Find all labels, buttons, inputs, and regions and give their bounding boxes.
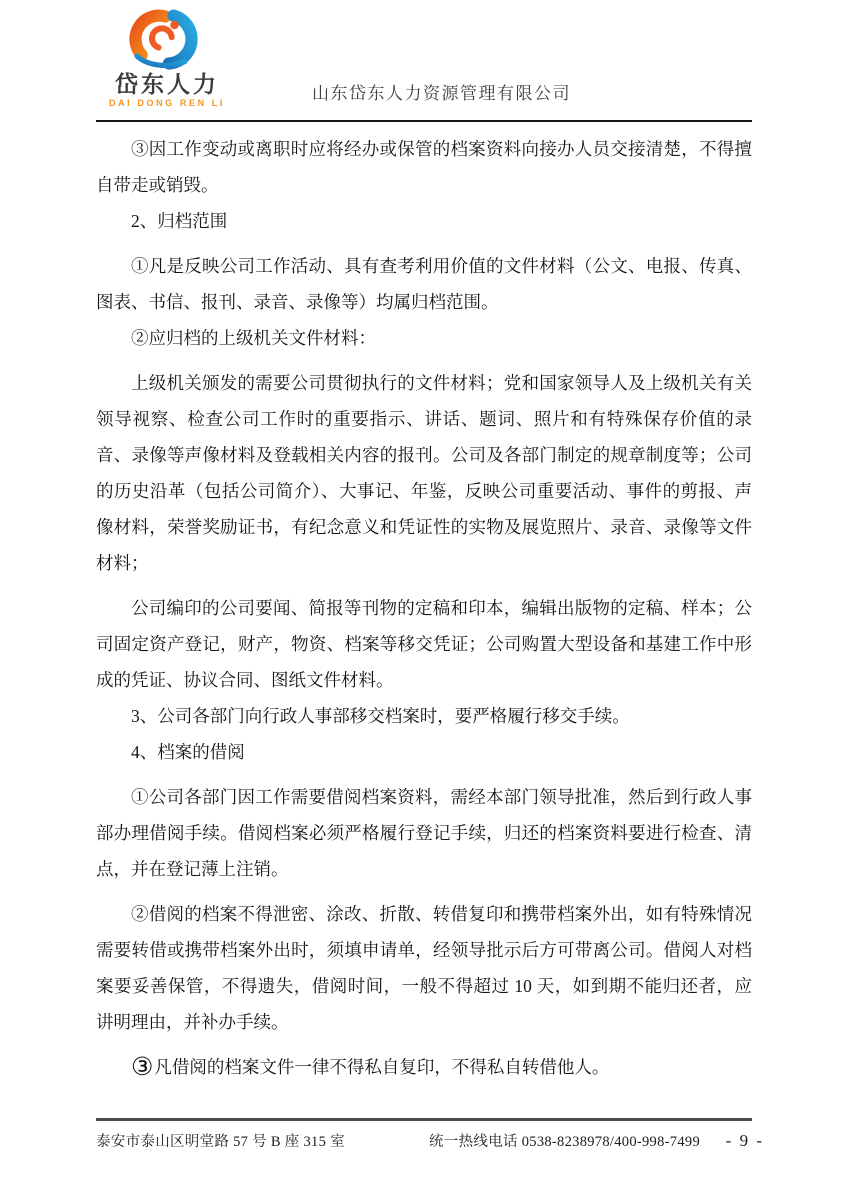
footer-hotline: 统一热线电话 0538-8238978/400-998-7499 xyxy=(429,1134,700,1150)
paragraph: ①公司各部门因工作需要借阅档案资料，需经本部门领导批准，然后到行政人事部办理借阅手续。借阅档案必须严格履行登记手续，归还的档案资料要进行检查、清点，并在登记薄上注销。 xyxy=(96,787,752,879)
company-logo xyxy=(108,9,226,108)
paragraph: ②借阅的档案不得泄密、涂改、折散、转借复印和携带档案外出，如有特殊情况需要转借或携带档案外出时，须填申请单，经领导批示后方可带离公司。借阅人对档案要妥善保管，不得遗失，借阅时间，一般不得超过 10 天，如到期不能归还者，应讲明理由，并补办手续。 xyxy=(96,904,752,1032)
page-number: - 9 - xyxy=(725,1131,764,1150)
page-header xyxy=(96,0,752,122)
company-name: 山东岱东人力资源管理有限公司 xyxy=(312,84,571,103)
logo-brand-en: DAI DONG REN LI xyxy=(108,98,225,108)
document-body xyxy=(96,122,752,1085)
paragraph: 公司编印的公司要闻、简报等刊物的定稿和印本，编辑出版物的定稿、样本；公司固定资产登记，财产，物资、档案等移交凭证；公司购置大型设备和基建工作中形成的凭证、协议合同、图纸文件材料。 xyxy=(96,598,752,690)
paragraph: 上级机关颁发的需要公司贯彻执行的文件材料；党和国家领导人及上级机关有关领导视察、检查公司工作时的重要指示、讲话、题词、照片和有特殊保存价值的录音、录像等声像材料及登载相关内容的报刊。公司及各部门制定的规章制度等；公司的历史沿革（包括公司简介）、大事记、年鉴，反映公司重要活动、事件的剪报、声像材料，荣誉奖励证书，有纪念意义和凭证性的实物及展览照片、录音、录像等文件材料； xyxy=(96,373,752,573)
paragraph: ③因工作变动或离职时应将经办或保管的档案资料向接办人员交接清楚，不得擅自带走或销毁。 xyxy=(96,139,752,195)
paragraph: 2、归档范围 xyxy=(131,211,228,231)
logo-swirl-icon xyxy=(121,9,213,71)
paragraph: ②应归档的上级机关文件材料： xyxy=(131,328,376,348)
logo-brand-cn: 岱东人力 xyxy=(115,71,219,97)
paragraph: ③凡借阅的档案文件一律不得私自复印，不得私自转借他人。 xyxy=(131,1054,610,1081)
circled-number-marker: ③ xyxy=(131,1054,155,1081)
paragraph: 4、档案的借阅 xyxy=(131,742,245,762)
footer-address: 泰安市泰山区明堂路 57 号 B 座 315 室 xyxy=(96,1134,345,1150)
paragraph: 3、公司各部门向行政人事部移交档案时，要严格履行移交手续。 xyxy=(131,706,630,726)
paragraph: ①凡是反映公司工作活动、具有查考利用价值的文件材料（公文、电报、传真、图表、书信、报刊、录音、录像等）均属归档范围。 xyxy=(96,256,752,312)
page-footer xyxy=(96,1118,764,1151)
